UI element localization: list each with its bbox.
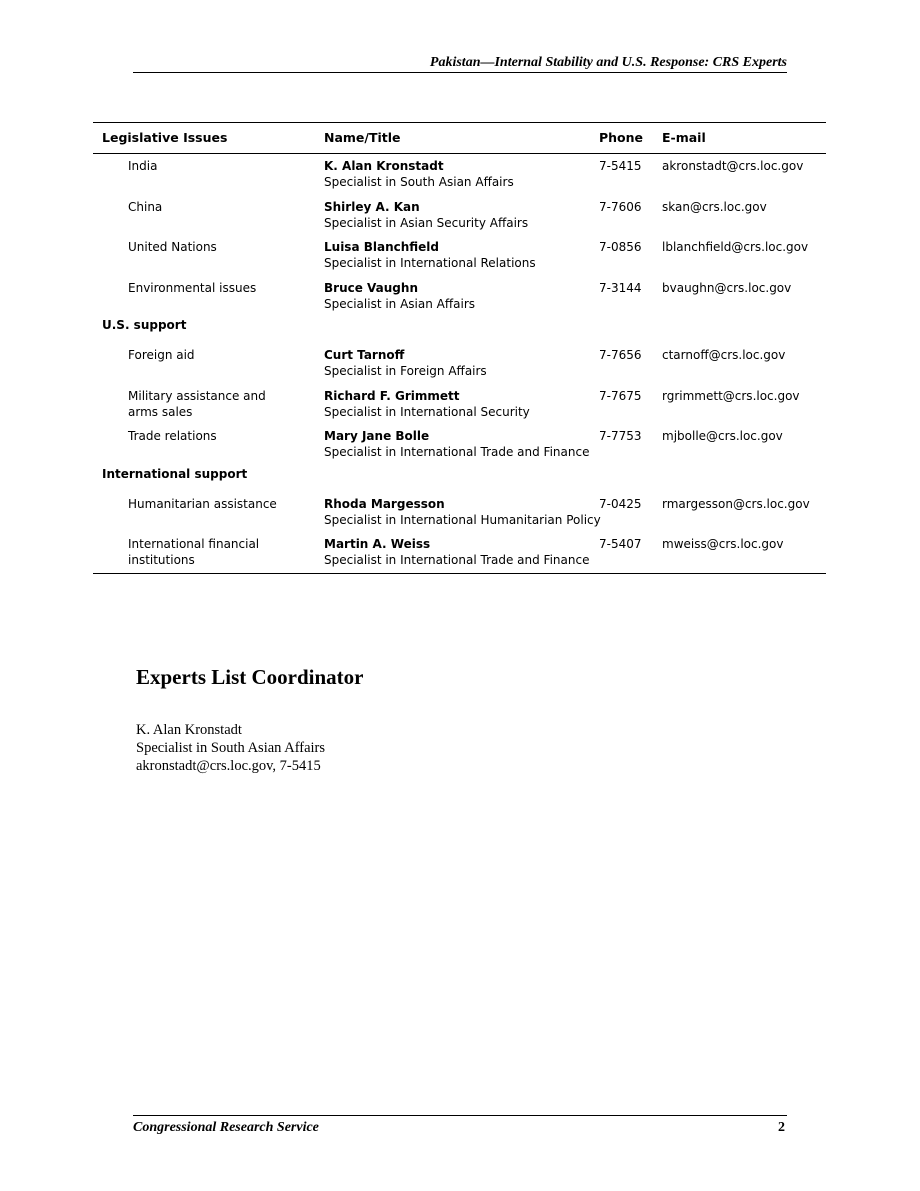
name-title-cell xyxy=(324,158,514,190)
section-heading xyxy=(93,316,826,343)
table-row xyxy=(93,154,826,195)
col-header-phone: Phone xyxy=(599,130,644,145)
issue-cell: Military assistance and arms sales xyxy=(128,388,266,419)
name-title-cell xyxy=(324,388,530,420)
name-title-cell xyxy=(324,496,601,528)
table-row xyxy=(93,492,826,533)
phone-cell: 7-5407 xyxy=(599,537,642,551)
table-row xyxy=(93,424,826,465)
phone-cell: 7-7606 xyxy=(599,199,642,214)
section-label: U.S. support xyxy=(102,318,187,332)
issue-cell: Humanitarian assistance xyxy=(128,496,277,511)
table-row xyxy=(93,195,826,236)
issue-cell: Trade relations xyxy=(128,429,217,443)
expert-title: Specialist in Asian Affairs xyxy=(324,296,476,311)
email-cell: rmargesson@crs.loc.gov xyxy=(662,496,810,511)
coordinator-contact: akronstadt@crs.loc.gov, 7-5415 xyxy=(136,758,321,774)
issue-cell: Foreign aid xyxy=(128,348,195,362)
name-title-cell xyxy=(324,536,589,568)
expert-name: Curt Tarnoff xyxy=(324,348,405,362)
table-row xyxy=(93,276,826,317)
col-header-issues: Legislative Issues xyxy=(102,130,228,145)
email-cell: mjbolle@crs.loc.gov xyxy=(662,429,783,443)
email-cell: akronstadt@crs.loc.gov xyxy=(662,159,804,173)
page-footer xyxy=(133,1115,787,1136)
expert-title: Specialist in Foreign Affairs xyxy=(324,364,487,378)
phone-cell: 7-0856 xyxy=(599,240,642,254)
phone-cell: 7-5415 xyxy=(599,159,642,173)
email-cell: mweiss@crs.loc.gov xyxy=(662,537,784,551)
table-row xyxy=(93,235,826,276)
expert-title: Specialist in International Relations xyxy=(324,256,536,270)
expert-title: Specialist in South Asian Affairs xyxy=(324,175,514,189)
expert-name: Rhoda Margesson xyxy=(324,496,445,511)
email-cell: lblanchfield@crs.loc.gov xyxy=(662,240,809,254)
table-header xyxy=(93,123,826,154)
coordinator-title: Specialist in South Asian Affairs xyxy=(136,740,326,756)
name-title-cell xyxy=(324,199,528,231)
expert-title: Specialist in Asian Security Affairs xyxy=(324,215,529,230)
section-label: International support xyxy=(102,466,248,481)
phone-cell: 7-7656 xyxy=(599,348,642,362)
table-row xyxy=(93,384,826,425)
issue-cell: India xyxy=(128,159,158,173)
coordinator-heading: Experts List Coordinator xyxy=(136,665,364,689)
issue-cell: Environmental issues xyxy=(128,280,257,295)
expert-name: Mary Jane Bolle xyxy=(324,429,430,443)
email-cell: bvaughn@crs.loc.gov xyxy=(662,280,792,295)
expert-title: Specialist in International Security xyxy=(324,404,530,419)
name-title-cell xyxy=(324,428,589,460)
name-title-cell xyxy=(324,347,487,379)
expert-name: Martin A. Weiss xyxy=(324,537,431,551)
col-header-name: Name/Title xyxy=(324,130,401,145)
expert-name: Bruce Vaughn xyxy=(324,280,418,295)
phone-cell: 7-7753 xyxy=(599,429,642,443)
expert-name: K. Alan Kronstadt xyxy=(324,159,444,173)
coordinator-name: K. Alan Kronstadt xyxy=(136,722,242,738)
expert-title: Specialist in International Trade and Finance xyxy=(324,445,590,459)
table-row xyxy=(93,532,826,573)
phone-cell: 7-7675 xyxy=(599,388,642,403)
phone-cell: 7-3144 xyxy=(599,280,642,295)
footer-publisher: Congressional Research Service xyxy=(133,1120,319,1135)
col-header-email: E-mail xyxy=(662,130,706,145)
email-cell: ctarnoff@crs.loc.gov xyxy=(662,348,786,362)
issue-cell: International financial institutions xyxy=(128,537,260,567)
email-cell: rgrimmett@crs.loc.gov xyxy=(662,388,800,403)
expert-title: Specialist in International Humanitarian Policy xyxy=(324,512,601,527)
issue-cell: China xyxy=(128,199,163,214)
email-cell: skan@crs.loc.gov xyxy=(662,199,767,214)
table-body xyxy=(93,154,826,573)
table-row xyxy=(93,343,826,384)
issue-cell: United Nations xyxy=(128,240,217,254)
expert-name: Shirley A. Kan xyxy=(324,199,420,214)
expert-name: Luisa Blanchfield xyxy=(324,240,440,254)
experts-table xyxy=(93,122,826,574)
name-title-cell xyxy=(324,239,536,271)
name-title-cell xyxy=(324,280,475,312)
coordinator-block xyxy=(136,721,325,775)
section-heading xyxy=(93,465,826,492)
expert-name: Richard F. Grimmett xyxy=(324,388,460,403)
page-number: 2 xyxy=(778,1120,785,1135)
running-header: Pakistan—Internal Stability and U.S. Response: CRS Experts xyxy=(133,55,787,73)
expert-title: Specialist in International Trade and Finance xyxy=(324,553,590,567)
phone-cell: 7-0425 xyxy=(599,496,642,511)
